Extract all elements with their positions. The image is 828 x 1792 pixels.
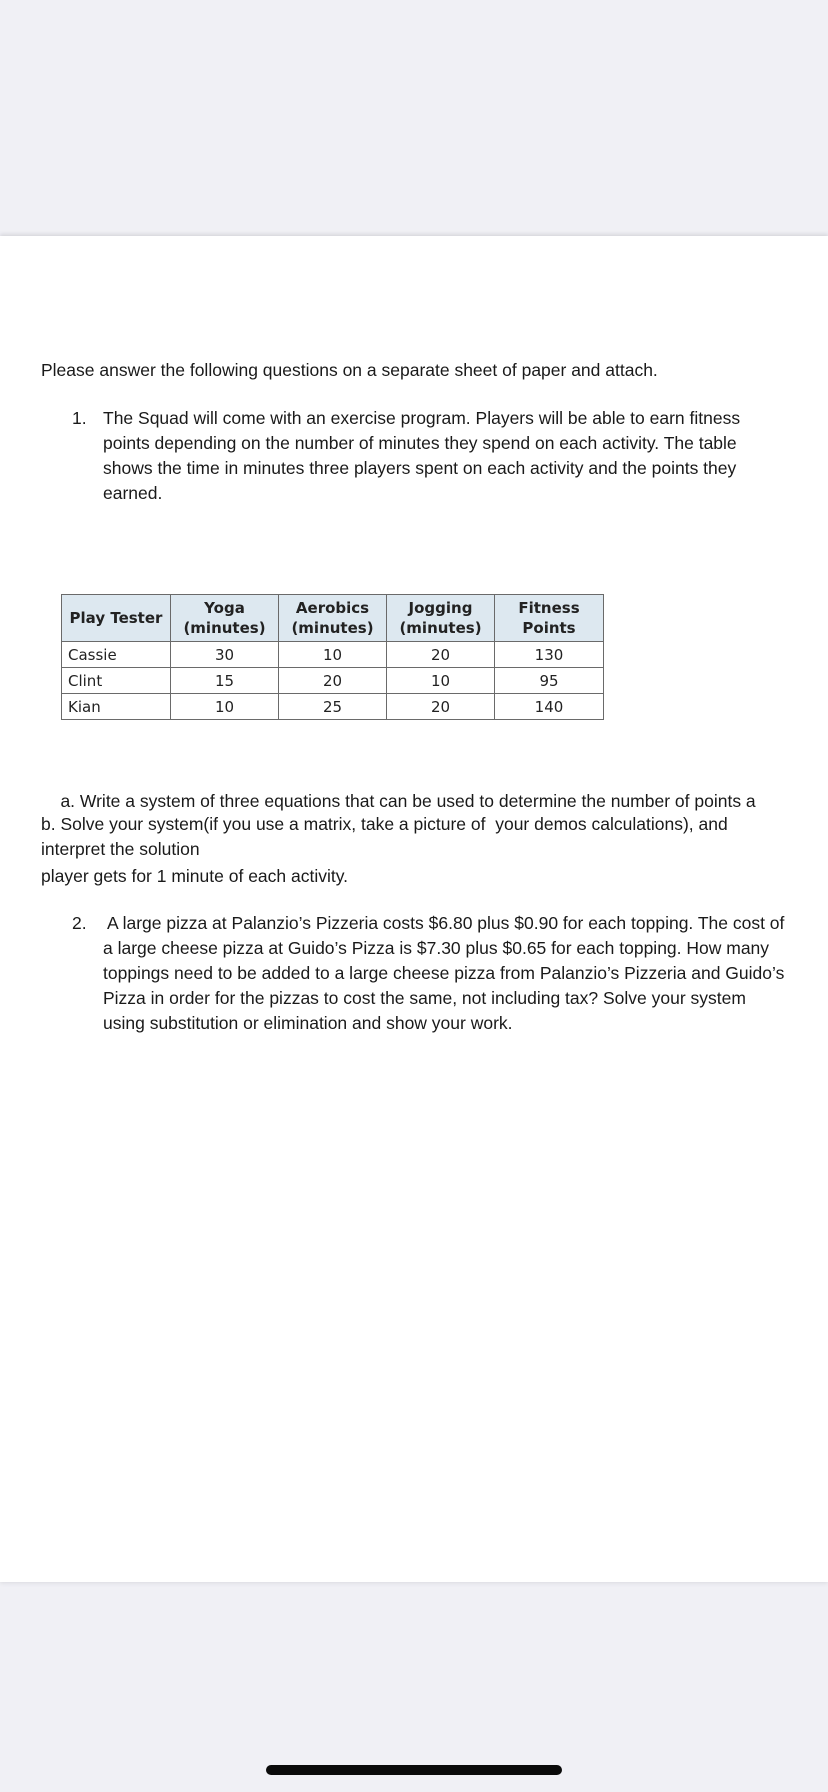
- cell-player: Clint: [62, 668, 171, 694]
- header-label: Aerobics: [295, 599, 370, 617]
- header-fitness-points: [495, 595, 604, 642]
- cell-yoga: 15: [171, 668, 279, 694]
- cell-jogging: 20: [387, 642, 495, 668]
- question-2-line: Pizza in order for the pizzas to cost the same, not including tax? Solve your system: [103, 988, 746, 1008]
- part-b-line: b. Solve your system(if you use a matrix, take a picture of your demos calculations), and: [41, 814, 728, 834]
- question-2-line: a large cheese pizza at Guido’s Pizza is $7.30 plus $0.65 for each topping. How many: [103, 938, 770, 958]
- header-unit: (minutes): [399, 619, 482, 637]
- cell-points: 140: [495, 694, 604, 720]
- fitness-points-table: [61, 594, 604, 720]
- question-2-text: [103, 911, 828, 1036]
- question-2-line: using substitution or elimination and show your work.: [103, 1013, 513, 1033]
- intro-text: Please answer the following questions on a separate sheet of paper and attach.: [41, 360, 658, 380]
- document-page: [0, 236, 828, 1582]
- part-b-text: [41, 812, 728, 862]
- question-1-line: points depending on the number of minutes they spend on each activity. The table: [103, 433, 737, 453]
- question-1-text: [103, 406, 740, 506]
- part-a-line: a. Write a system of three equations that can be used to determine the number of points a: [41, 791, 756, 811]
- table-row: [62, 668, 604, 694]
- table-row: [62, 642, 604, 668]
- table-row: [62, 694, 604, 720]
- cell-aerobics: 10: [279, 642, 387, 668]
- cell-jogging: 20: [387, 694, 495, 720]
- header-label: Play Tester: [69, 609, 163, 627]
- home-indicator[interactable]: [266, 1765, 562, 1775]
- cell-player: Cassie: [62, 642, 171, 668]
- part-a-line: player gets for 1 minute of each activity.: [41, 866, 349, 886]
- cell-yoga: 30: [171, 642, 279, 668]
- question-1-line: The Squad will come with an exercise program. Players will be able to earn fitness: [103, 408, 741, 428]
- header-aerobics: [279, 595, 387, 642]
- question-2-line: toppings need to be added to a large cheese pizza from Palanzio’s Pizzeria and Guido’s: [103, 963, 785, 983]
- header-yoga: [171, 595, 279, 642]
- question-1-number: 1.: [72, 408, 87, 428]
- cell-aerobics: 20: [279, 668, 387, 694]
- cell-aerobics: 25: [279, 694, 387, 720]
- cell-points: 130: [495, 642, 604, 668]
- header-label: Jogging: [408, 599, 473, 617]
- header-jogging: [387, 595, 495, 642]
- header-unit: (minutes): [291, 619, 374, 637]
- cell-points: 95: [495, 668, 604, 694]
- cell-yoga: 10: [171, 694, 279, 720]
- header-label: Fitness: [518, 599, 580, 617]
- header-unit: Points: [522, 619, 576, 637]
- header-play-tester: [62, 595, 171, 642]
- header-label: Yoga: [204, 599, 245, 617]
- question-1-line: earned.: [103, 483, 163, 503]
- question-1-line: shows the time in minutes three players spent on each activity and the points they: [103, 458, 737, 478]
- table-header-row: [62, 595, 604, 642]
- question-2-number: 2.: [72, 913, 87, 933]
- cell-player: Kian: [62, 694, 171, 720]
- header-unit: (minutes): [183, 619, 266, 637]
- part-b-line: interpret the solution: [41, 839, 200, 859]
- question-2-line: A large pizza at Palanzio’s Pizzeria costs $6.80 plus $0.90 for each topping. The cost of: [107, 913, 785, 933]
- cell-jogging: 10: [387, 668, 495, 694]
